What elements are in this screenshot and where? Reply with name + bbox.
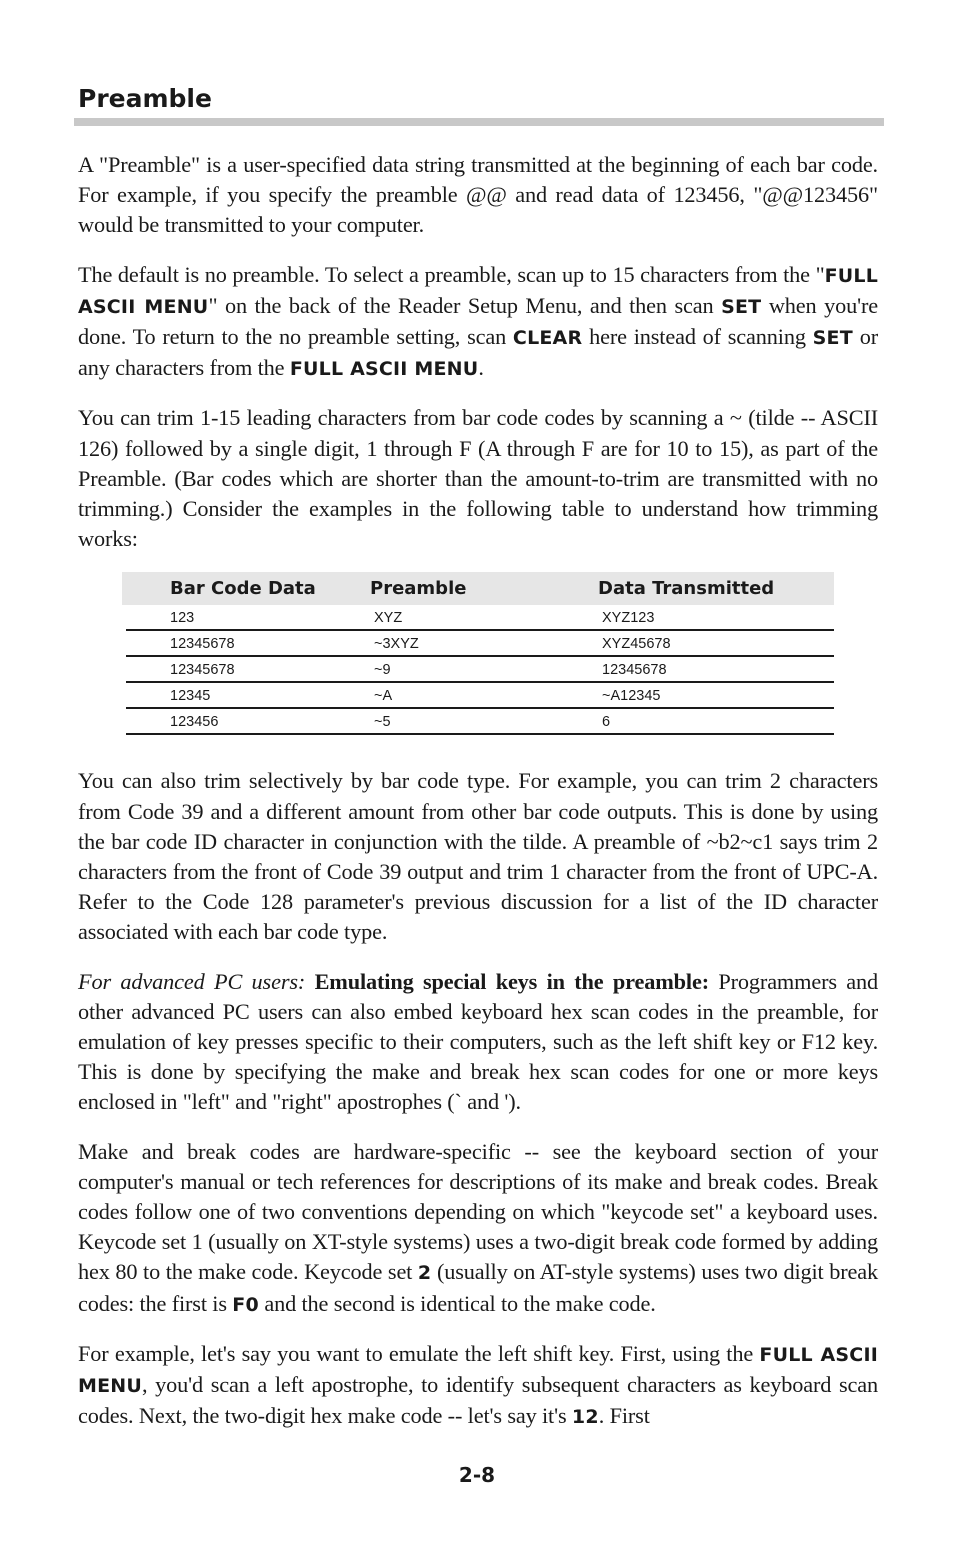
table-header bbox=[122, 572, 834, 605]
keyword-12: 12 bbox=[571, 1406, 599, 1429]
table-row bbox=[126, 709, 834, 735]
keyword-set: SET bbox=[812, 327, 853, 350]
text: when you're done. To return to the no preamble setting, scan bbox=[78, 292, 878, 350]
table-row bbox=[126, 631, 834, 657]
cell-preamble: ~A bbox=[374, 688, 393, 705]
cell-bar-code-data: 123 bbox=[170, 610, 195, 627]
text: The default is no preamble. To select a preamble, scan up to 15 characters from the " bbox=[78, 261, 825, 287]
text: . bbox=[478, 355, 484, 381]
cell-bar-code-data: 123456 bbox=[170, 714, 219, 731]
heading-rule bbox=[74, 118, 884, 126]
keyword-clear: CLEAR bbox=[512, 327, 583, 350]
paragraph-intro: A "Preamble" is a user-specified data string transmitted at the beginning of each bar code. For example, if you specify the preamble @@ and read data of 123456, "@@123456" would be transmitted to your computer. bbox=[78, 152, 878, 238]
keyword-full-ascii-menu: FULL ASCII MENU bbox=[78, 1343, 878, 1398]
cell-data-transmitted: XYZ45678 bbox=[602, 636, 671, 653]
text: here instead of scanning bbox=[582, 324, 813, 350]
table-row bbox=[126, 683, 834, 709]
cell-data-transmitted: 12345678 bbox=[602, 662, 667, 679]
paragraph-selective-trim: You can also trim selectively by bar code type. For example, you can trim 2 characters from Code 39 and a different amount from other bar code outputs. This is done by using the bar code ID character in conjunction with the tilde. A preamble of ~b2~c1 says trim 2 characters from the front of Code 39 output and trim 1 character from the front of UPC-A. Refer to the Code 128 parameter's previous discussion for a list of the ID character associated with each bar code type. bbox=[78, 768, 878, 945]
paragraph-default bbox=[78, 260, 878, 385]
advanced-title: Emulating special keys in the preamble: bbox=[314, 968, 709, 994]
keyword-f0: F0 bbox=[232, 1293, 259, 1316]
text: For example, let's say you want to emulate the left shift key. First, using the bbox=[78, 1340, 760, 1366]
section-heading: Preamble bbox=[78, 84, 212, 113]
cell-preamble: ~3XYZ bbox=[374, 636, 419, 653]
cell-bar-code-data: 12345 bbox=[170, 688, 211, 705]
paragraph-trim: You can trim 1-15 leading characters from bar code codes by scanning a ~ (tilde -- ASCII 126) followed by a single digit, 1 through F (A through F are for 10 to 15), as part of the Preamble. (Bar codes which are shorter than the amount-to-trim are transmitted with no trimming.) Consider the examples in the following table to understand how trimming works: bbox=[78, 405, 878, 552]
text: Programmers and other advanced PC users can also embed keyboard hex scan codes in the preamble, for emulation of key presses specific to their computers, such as the left shift key or F12 key. This is done by specifying the make and break hex scan codes for one or more keys enclosed in "left" and "right" apostrophes (` and '). bbox=[78, 968, 878, 1115]
text: . First bbox=[598, 1403, 650, 1429]
text: , you'd scan a left apostrophe, to identify subsequent characters as keyboard scan codes. Next, the two-digit hex make code -- let's say it's bbox=[78, 1372, 878, 1429]
cell-bar-code-data: 12345678 bbox=[170, 636, 235, 653]
page-content bbox=[78, 84, 878, 1433]
trim-examples-table bbox=[122, 572, 834, 735]
text: and the second is identical to the make code. bbox=[258, 1290, 656, 1316]
page-number: 2-8 bbox=[458, 1463, 496, 1487]
keyword-2: 2 bbox=[417, 1262, 432, 1285]
keyword-set: SET bbox=[721, 295, 762, 318]
cell-data-transmitted: 6 bbox=[602, 714, 611, 731]
header-data-transmitted: Data Transmitted bbox=[598, 578, 775, 600]
header-preamble: Preamble bbox=[370, 578, 467, 600]
cell-data-transmitted: XYZ123 bbox=[602, 610, 655, 627]
keyword-full-ascii-menu: FULL ASCII MENU bbox=[78, 264, 878, 318]
paragraph-example bbox=[78, 1339, 878, 1433]
keyword-full-ascii-menu: FULL ASCII MENU bbox=[289, 358, 479, 381]
paragraph-make-break bbox=[78, 1137, 878, 1320]
table-row bbox=[126, 657, 834, 683]
cell-bar-code-data: 12345678 bbox=[170, 662, 235, 679]
cell-preamble: XYZ bbox=[374, 610, 403, 627]
text: Make and break codes are hardware-specific -- see the keyboard section of your computer's manual or tech references for descriptions of its make and break codes. Break codes follow one of two conventions depending on which "keycode set" a keyboard uses. Keycode set 1 (usually on XT-style systems) uses a two-digit break code formed by adding hex 80 to the make code. Keycode set bbox=[78, 1138, 878, 1285]
advanced-label: For advanced PC users: bbox=[78, 968, 306, 994]
text: (usually on AT-style systems) uses two digit break codes: the first is bbox=[78, 1259, 878, 1316]
cell-preamble: ~9 bbox=[374, 662, 391, 679]
header-bar-code-data: Bar Code Data bbox=[170, 578, 316, 600]
cell-data-transmitted: ~A12345 bbox=[602, 688, 661, 705]
text: " on the back of the Reader Setup Menu, and then scan bbox=[208, 292, 722, 318]
text: or any characters from the bbox=[78, 324, 878, 381]
table-row bbox=[126, 605, 834, 631]
paragraph-advanced bbox=[78, 967, 878, 1118]
cell-preamble: ~5 bbox=[374, 714, 391, 731]
